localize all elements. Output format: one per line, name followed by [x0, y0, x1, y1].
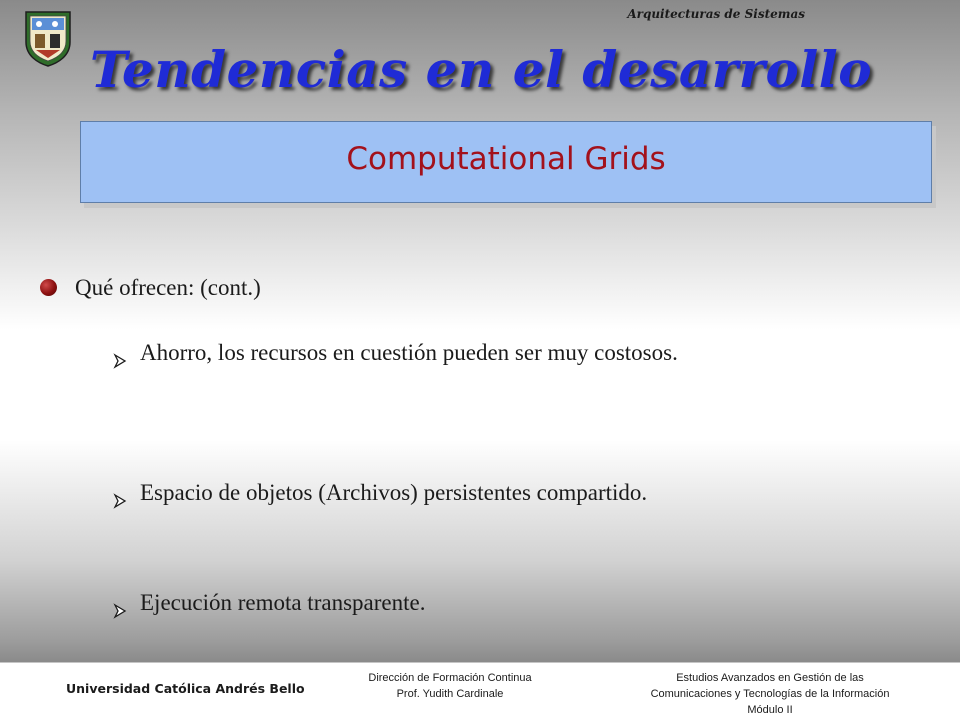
main-point: Qué ofrecen: (cont.)	[75, 275, 261, 300]
red-sphere-bullet-icon	[40, 279, 57, 296]
list-item	[112, 586, 872, 620]
subtitle-text: Computational Grids	[346, 141, 666, 177]
slide-title: Tendencias en el desarrollo	[90, 40, 873, 99]
university-crest-icon	[22, 8, 74, 68]
footer-right-line3: Módulo II	[747, 704, 793, 716]
footer-university: Universidad Católica Andrés Bello	[66, 681, 305, 696]
list-item	[112, 476, 872, 510]
footer-right-line2: Comunicaciones y Tecnologías de la Información	[650, 688, 890, 700]
course-name: Arquitecturas de Sistemas	[627, 7, 805, 21]
footer-middle	[330, 670, 570, 702]
list-item-text: Ejecución remota transparente.	[140, 590, 426, 615]
list-item-text: Espacio de objetos (Archivos) persistentes compartido.	[140, 480, 648, 505]
list-item-text: Ahorro, los recursos en cuestión pueden ser muy costosos.	[140, 340, 678, 365]
arrowhead-bullet-icon	[112, 345, 128, 361]
footer-right-line1: Estudios Avanzados en Gestión de las	[676, 672, 864, 684]
footer-middle-line1: Dirección de Formación Continua	[368, 672, 532, 684]
footer-right	[620, 670, 920, 718]
list-item	[112, 336, 872, 370]
subtitle-box	[80, 121, 932, 203]
arrowhead-bullet-icon	[112, 485, 128, 501]
arrowhead-bullet-icon	[112, 595, 128, 611]
footer-middle-line2: Prof. Yudith Cardinale	[396, 688, 504, 700]
